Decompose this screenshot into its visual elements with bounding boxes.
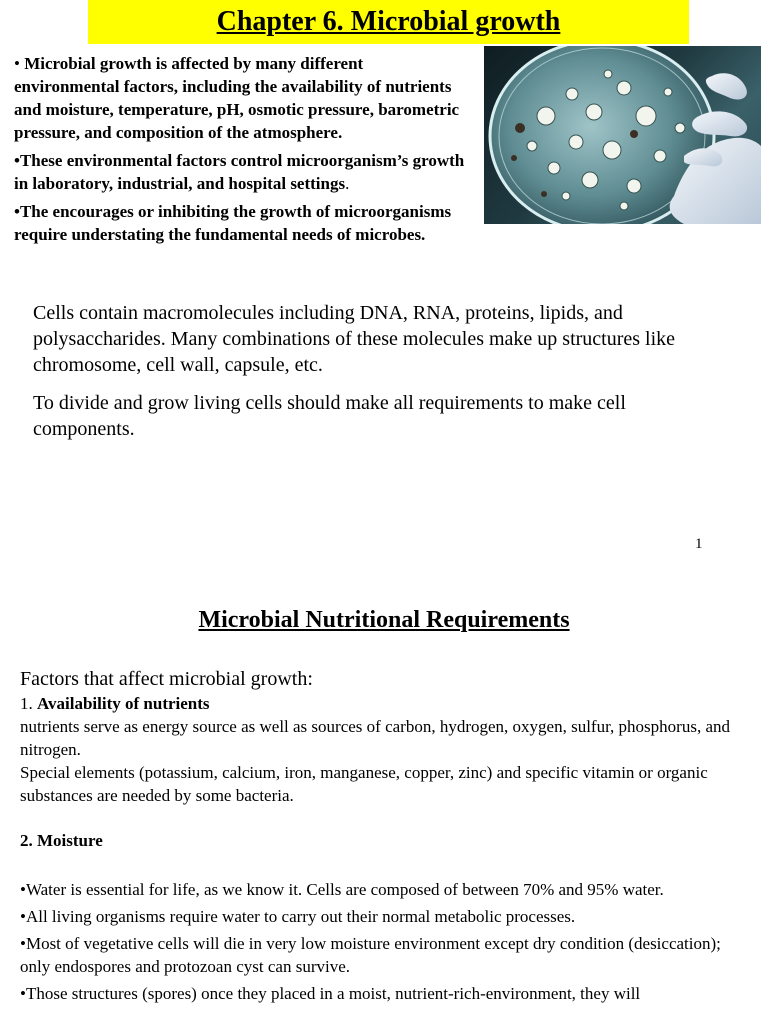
section-heading: Microbial Nutritional Requirements <box>198 607 570 633</box>
list-item: •Those structures (spores) once they placed in a moist, nutrient-rich-environment, they will <box>20 984 641 1003</box>
list-item: •The encourages or inhibiting the growth of microorganisms require understating the fundamental needs of microbes. <box>14 202 452 244</box>
list-item: •Most of vegetative cells will die in very low moisture environment except dry condition (desiccation); only endospores and protozoan cyst can survive. <box>20 934 721 976</box>
page-number: 1 <box>695 536 703 552</box>
bullet-list <box>14 52 472 251</box>
list-item: • Microbial growth is affected by many different environmental factors, including the availability of nutrients and moisture, temperature, pH, osmotic pressure, barometric pressure, and composition of the atmosphere. <box>14 54 460 142</box>
list-item: •Water is essential for life, as we know it. Cells are composed of between 70% and 95% water. <box>20 880 664 899</box>
petri-dish-illustration <box>484 46 761 224</box>
paragraph: To divide and grow living cells should make all requirements to make cell components. <box>33 392 626 440</box>
list-item: •These environmental factors control microorganism’s growth in laboratory, industrial, and hospital settings. <box>14 151 465 193</box>
paragraph: Special elements (potassium, calcium, iron, manganese, copper, zinc) and specific vitamin or organic substances are needed by some bacteria. <box>20 763 708 805</box>
title-banner <box>88 0 689 44</box>
page-title: Chapter 6. Microbial growth <box>216 6 561 37</box>
factors-section <box>20 666 750 1009</box>
factor-heading: 1. Availability of nutrients <box>20 694 210 713</box>
factors-lead: Factors that affect microbial growth: <box>20 668 313 690</box>
list-item: •All living organisms require water to carry out their normal metabolic processes. <box>20 907 576 926</box>
paragraph: Cells contain macromolecules including DNA, RNA, proteins, lipids, and polysaccharides. Many combinations of these molecules make up structures like chromosome, cell wall, capsule, etc. <box>33 302 676 376</box>
petri-dish-photo <box>484 46 761 224</box>
factor-heading: 2. Moisture <box>20 831 103 850</box>
intro-text <box>33 300 713 454</box>
paragraph: nutrients serve as energy source as well as sources of carbon, hydrogen, oxygen, sulfur, phosphorus, and nitrogen. <box>20 717 730 759</box>
